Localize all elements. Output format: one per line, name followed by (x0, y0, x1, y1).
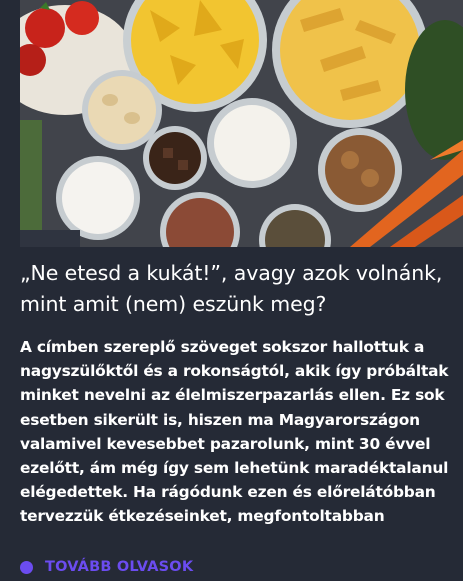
article-image[interactable] (20, 0, 463, 247)
read-more-link[interactable] (20, 556, 193, 578)
bullet-dot-icon (20, 561, 33, 574)
article-excerpt: A címben szereplő szöveget sokszor hallottuk a nagyszülőktől és a rokonságtól, akik így próbáltak minket nevelni az élelmiszerpazarlás ellen. Ez sok esetben sikerült is, hiszen ma Magyarországon valamivel kevesebbet pazarolunk, mint 30 évvel ezelőtt, ám még így sem lehetünk maradéktalanul elégedettek. Ha rágódunk ezen és előrelátóbban tervezzük étkezéseinket, megfontoltabban (20, 338, 449, 526)
food-jars-photo (20, 0, 463, 247)
article-title[interactable]: „Ne etesd a kukát!”, avagy azok volnánk, mint amit (nem) eszünk meg? (20, 261, 443, 316)
read-more-label: TOVÁBB OLVASOK (45, 559, 194, 575)
